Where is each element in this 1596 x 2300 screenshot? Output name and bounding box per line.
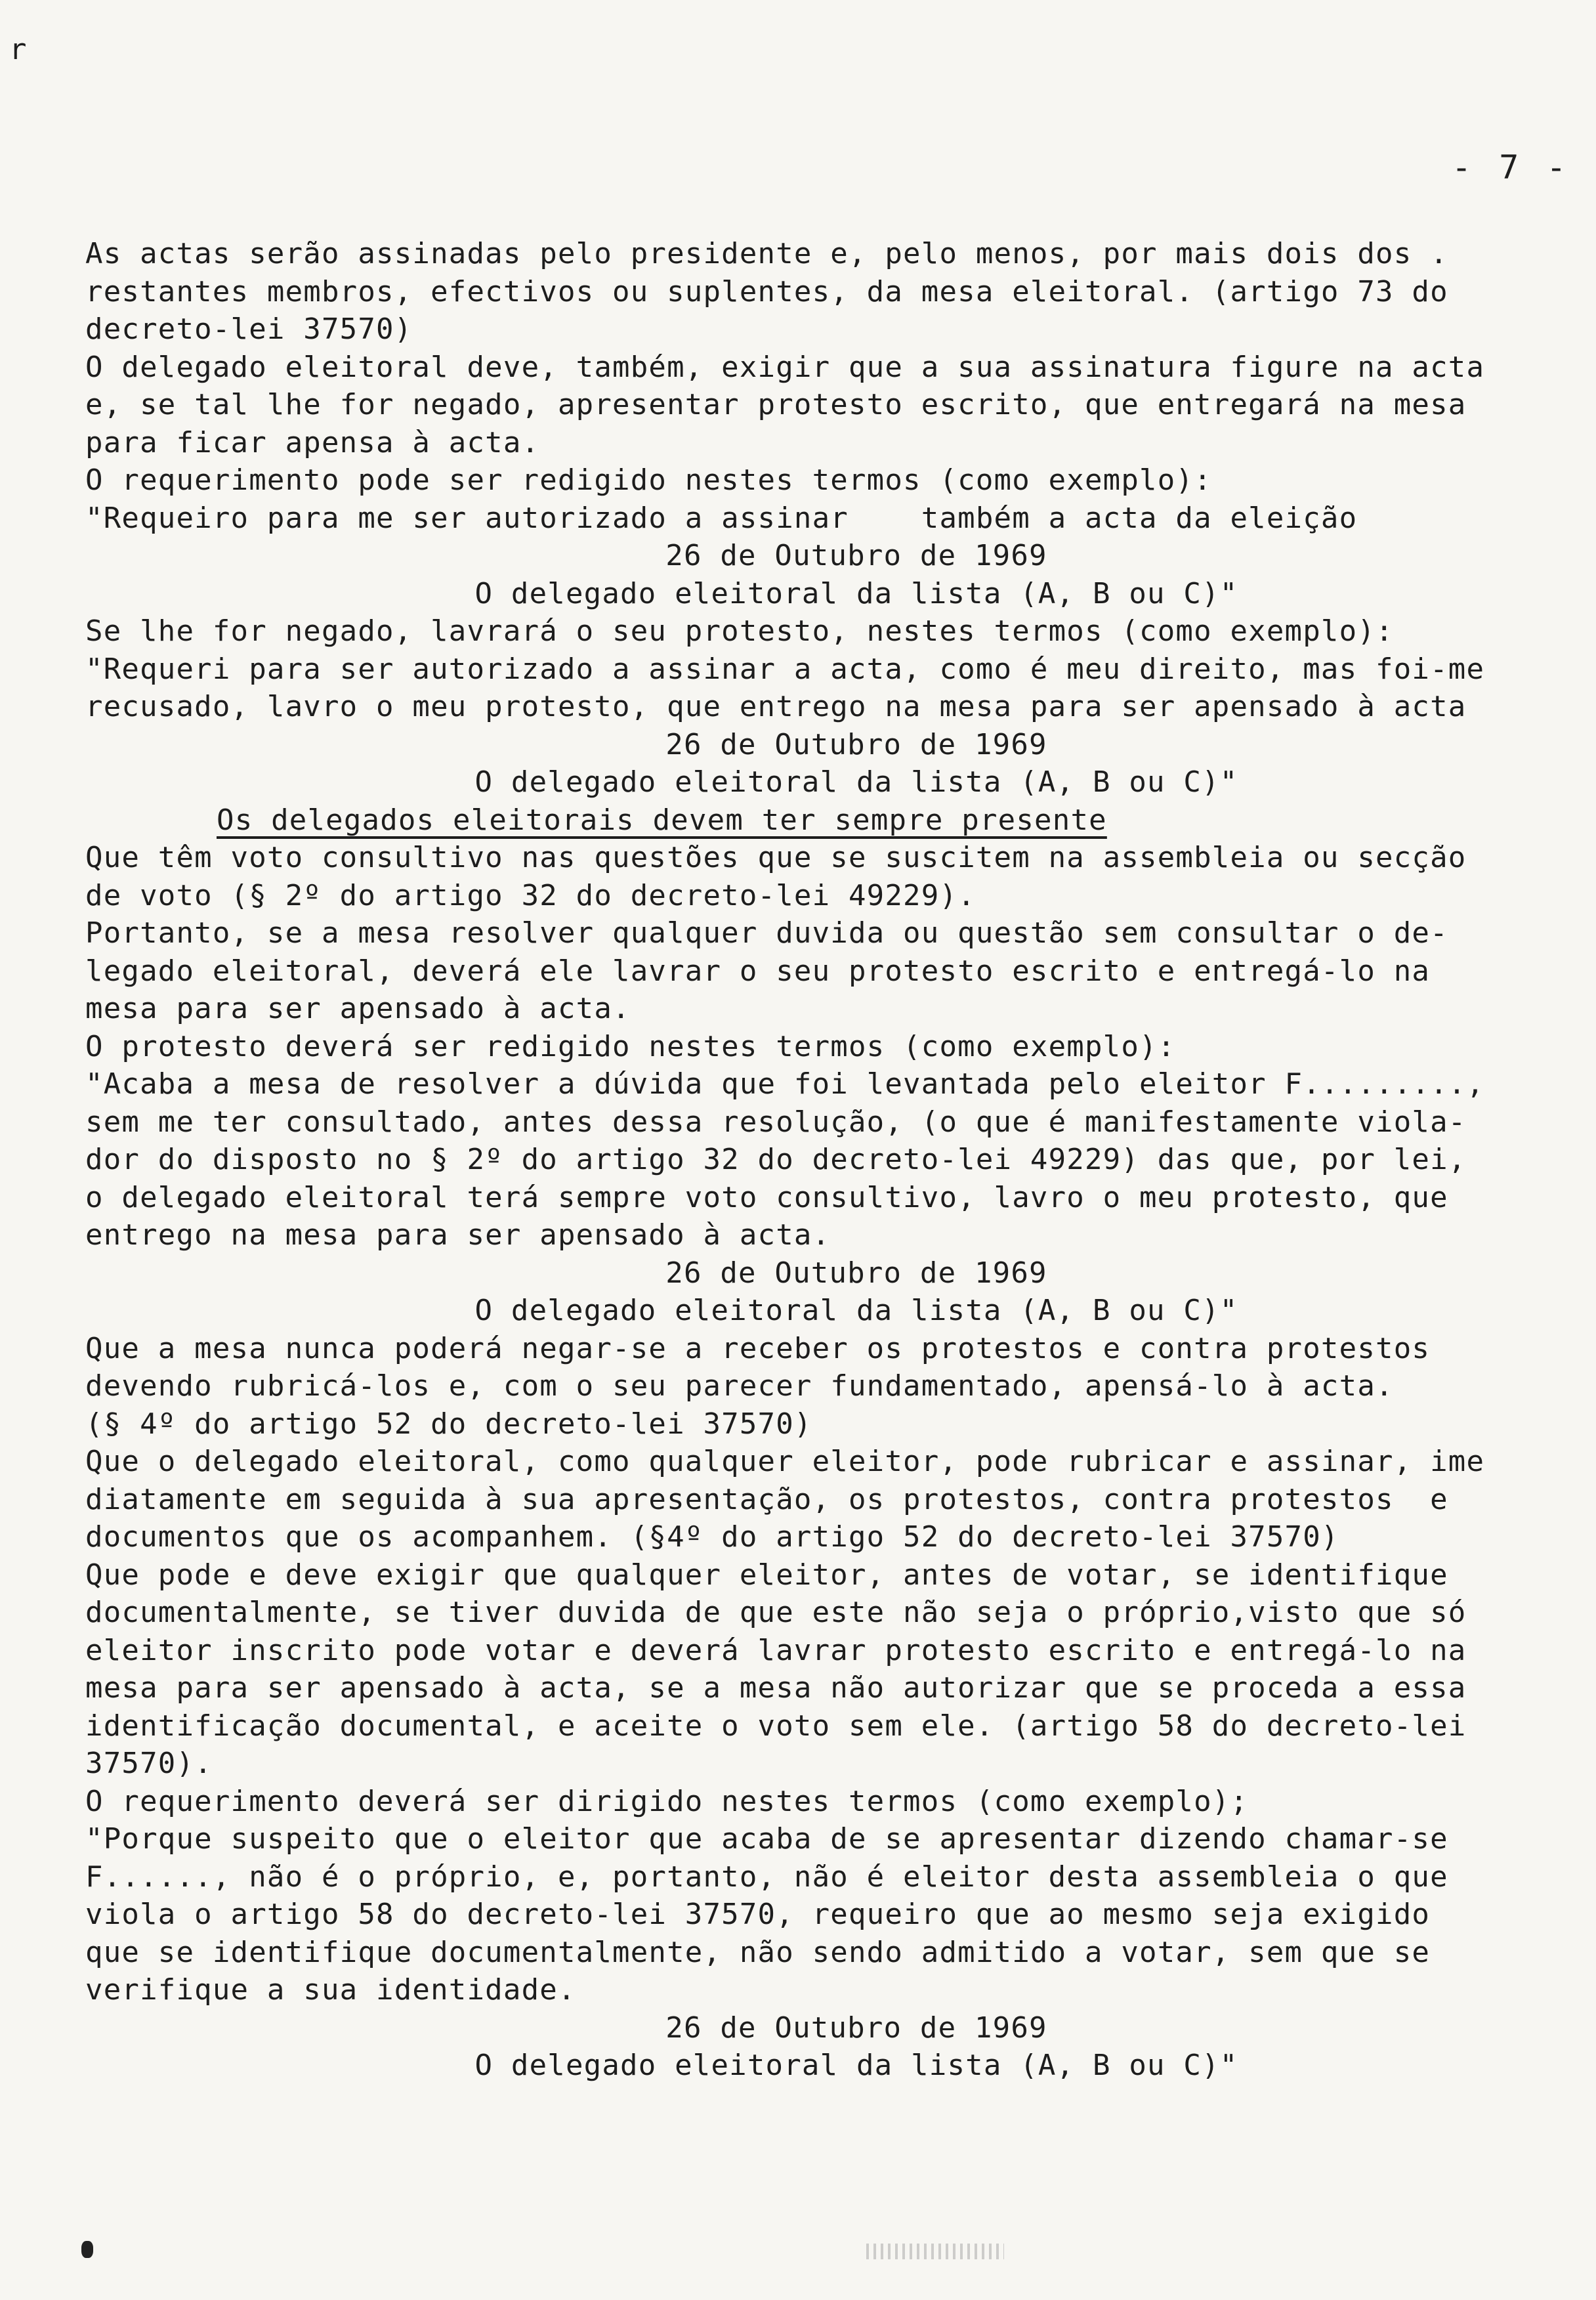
text-line: recusado, lavro o meu protesto, que entrego na mesa para ser apensado à acta [85,690,1467,723]
text-line: para ficar apensa à acta. [85,425,540,459]
signature-line: O delegado eleitoral da lista (A, B ou C)" [474,765,1238,799]
text-line: "Requeri para ser autorizado a assinar a acta, como é meu direito, mas foi-me [85,652,1485,686]
text-line: viola o artigo 58 do decreto-lei 37570, requeiro que ao mesmo seja exigido [85,1898,1431,1931]
text-line: documentalmente, se tiver duvida de que este não seja o próprio,visto que só [85,1596,1467,1629]
text-line: entrego na mesa para ser apensado à acta. [85,1218,831,1252]
text-line: de voto (§ 2º do artigo 32 do decreto-lei 49229). [85,878,976,912]
text-line: "Requeiro para me ser autorizado a assinar também a acta da eleição [85,501,1358,535]
text-line: Que pode e deve exigir que qualquer eleitor, antes de votar, se identifique [85,1558,1448,1592]
text-line: Que a mesa nunca poderá negar-se a receber os protestos e contra protestos [85,1331,1431,1365]
section-heading: Os delegados eleitorais devem ter sempre presente [217,803,1107,837]
text-line: O requerimento pode ser redigido nestes termos (como exemplo): [85,463,1212,497]
document-body [85,235,1582,2085]
text-line: "Porque suspeito que o eleitor que acaba de se apresentar dizendo chamar-se [85,1822,1448,1856]
text-line: devendo rubricá-los e, com o seu parecer fundamentado, apensá-lo à acta. [85,1369,1394,1403]
text-line: As actas serão assinadas pelo presidente e, pelo menos, por mais dois dos . [85,237,1448,270]
signature-line: O delegado eleitoral da lista (A, B ou C)" [474,2049,1238,2082]
text-line: dor do disposto no § 2º do artigo 32 do decreto-lei 49229) das que, por lei, [85,1143,1467,1176]
signature-line: 26 de Outubro de 1969 [665,2011,1047,2045]
text-line: Que o delegado eleitoral, como qualquer eleitor, pode rubricar e assinar, ime [85,1445,1485,1478]
text-line: diatamente em seguida à sua apresentação, os protestos, contra protestos e [85,1482,1448,1516]
scan-smudge [866,2244,1004,2259]
text-line: O protesto deverá ser redigido nestes termos (como exemplo): [85,1029,1176,1063]
page-number: - 7 - [1452,148,1570,186]
text-line: o delegado eleitoral terá sempre voto consultivo, lavro o meu protesto, que [85,1180,1448,1214]
corner-mark: r [9,33,27,66]
text-line: F......, não é o próprio, e, portanto, não é eleitor desta assembleia o que [85,1860,1448,1894]
text-line: que se identifique documentalmente, não sendo admitido a votar, sem que se [85,1935,1431,1969]
signature-line: O delegado eleitoral da lista (A, B ou C)" [474,1294,1238,1327]
signature-line: O delegado eleitoral da lista (A, B ou C)" [474,576,1238,610]
signature-line: 26 de Outubro de 1969 [665,539,1047,572]
text-line: e, se tal lhe for negado, apresentar protesto escrito, que entregará na mesa [85,388,1467,421]
ink-spot [81,2241,93,2258]
text-line: (§ 4º do artigo 52 do decreto-lei 37570) [85,1407,812,1441]
text-line: mesa para ser apensado à acta. [85,992,631,1025]
text-line: Que têm voto consultivo nas questões que se suscitem na assembleia ou secção [85,841,1467,874]
text-line: Se lhe for negado, lavrará o seu protesto, nestes termos (como exemplo): [85,614,1394,648]
text-line: restantes membros, efectivos ou suplentes, da mesa eleitoral. (artigo 73 do [85,274,1448,309]
text-line: Portanto, se a mesa resolver qualquer duvida ou questão sem consultar o de- [85,916,1448,950]
text-line: "Acaba a mesa de resolver a dúvida que foi levantada pelo eleitor F........., [85,1067,1485,1101]
signature-line: 26 de Outubro de 1969 [665,727,1047,761]
text-line: legado eleitoral, deverá ele lavrar o seu protesto escrito e entregá-lo na [85,954,1431,988]
text-line: sem me ter consultado, antes dessa resolução, (o que é manifestamente viola- [85,1105,1467,1139]
text-line: mesa para ser apensado à acta, se a mesa não autorizar que se proceda a essa [85,1671,1467,1705]
signature-line: 26 de Outubro de 1969 [665,1256,1047,1290]
text-line: O requerimento deverá ser dirigido nestes termos (como exemplo); [85,1784,1249,1818]
text-line: 37570). [85,1747,213,1780]
text-line: verifique a sua identidade. [85,1973,576,2007]
text-line: O delegado eleitoral deve, também, exigir que a sua assinatura figure na acta [85,350,1485,384]
text-line: decreto-lei 37570) [85,312,413,346]
text-line: documentos que os acompanhem. (§4º do artigo 52 do decreto-lei 37570) [85,1520,1339,1554]
text-line: identificação documental, e aceite o voto sem ele. (artigo 58 do decreto-lei [85,1709,1467,1743]
text-line: eleitor inscrito pode votar e deverá lavrar protesto escrito e entregá-lo na [85,1633,1467,1667]
